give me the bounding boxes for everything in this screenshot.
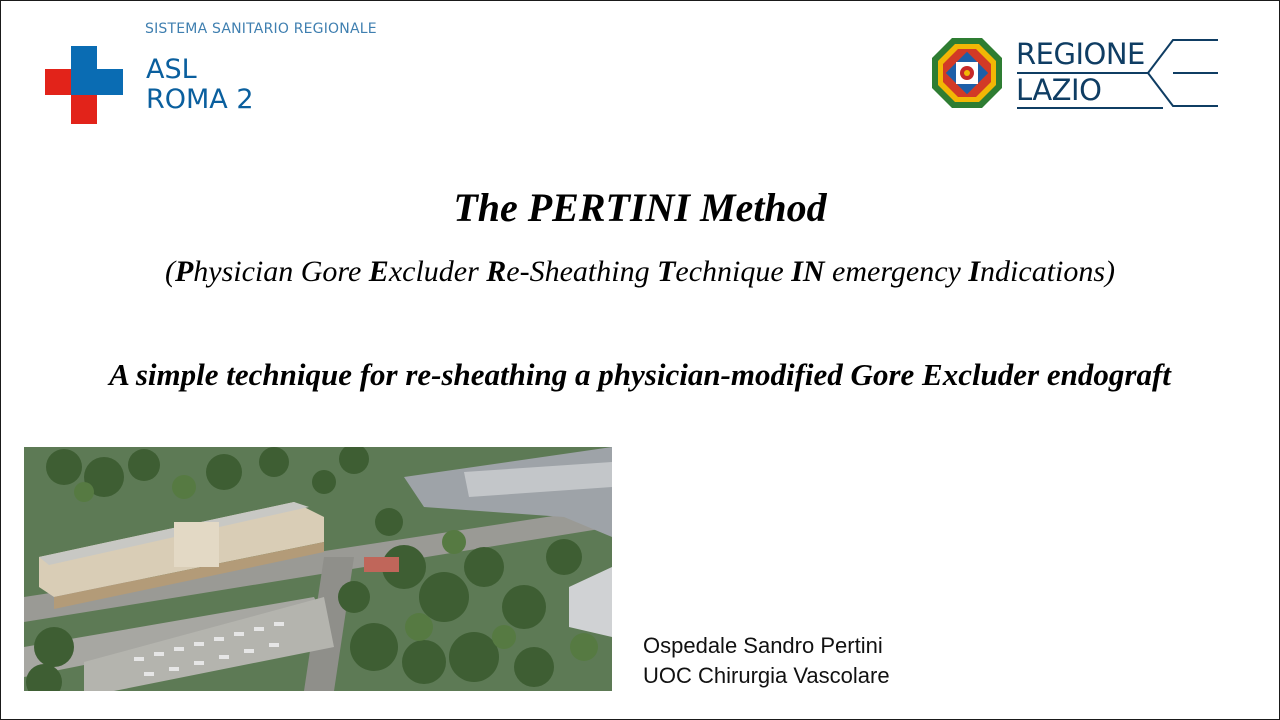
asl-org-label: SISTEMA SANITARIO REGIONALE	[145, 21, 377, 37]
subtitle-initial: I	[968, 255, 981, 288]
hospital-label	[643, 631, 890, 691]
lazio-line2: LAZIO	[1016, 73, 1102, 107]
asl-name-line1: ASL	[146, 54, 197, 85]
subtitle-initial: P	[174, 255, 194, 288]
aerial-hospital-photo	[24, 447, 612, 691]
slide-subtitle-acronym	[0, 255, 1280, 289]
lazio-logo-text	[1016, 36, 1145, 108]
hospital-name: Ospedale Sandro Pertini	[643, 633, 883, 658]
subtitle-initial: E	[368, 255, 389, 288]
asl-name-line2: ROMA 2	[146, 84, 254, 115]
red-blue-cross-icon	[45, 46, 123, 124]
subtitle-part: e-Sheathing	[506, 255, 658, 288]
department-name: UOC Chirurgia Vascolare	[643, 663, 890, 688]
subtitle-part: xcluder	[388, 255, 487, 288]
subtitle-part: emergency	[824, 255, 969, 288]
regione-lazio-emblem-icon	[930, 36, 1004, 110]
lazio-line1: REGIONE	[1016, 37, 1145, 71]
subtitle-initial: R	[486, 255, 507, 288]
subtitle-initial: T	[657, 255, 676, 288]
subtitle-part: echnique	[675, 255, 792, 288]
asl-logo-name	[146, 55, 254, 115]
subtitle-part: hysician Gore	[193, 255, 369, 288]
slide-title: The PERTINI Method	[453, 185, 827, 230]
slide-tagline: A simple technique for re-sheathing a physician-modified Gore Excluder endograft	[109, 357, 1171, 392]
subtitle-part: ndications)	[980, 255, 1116, 288]
subtitle-part: (	[164, 255, 175, 288]
subtitle-initial: IN	[791, 255, 825, 288]
